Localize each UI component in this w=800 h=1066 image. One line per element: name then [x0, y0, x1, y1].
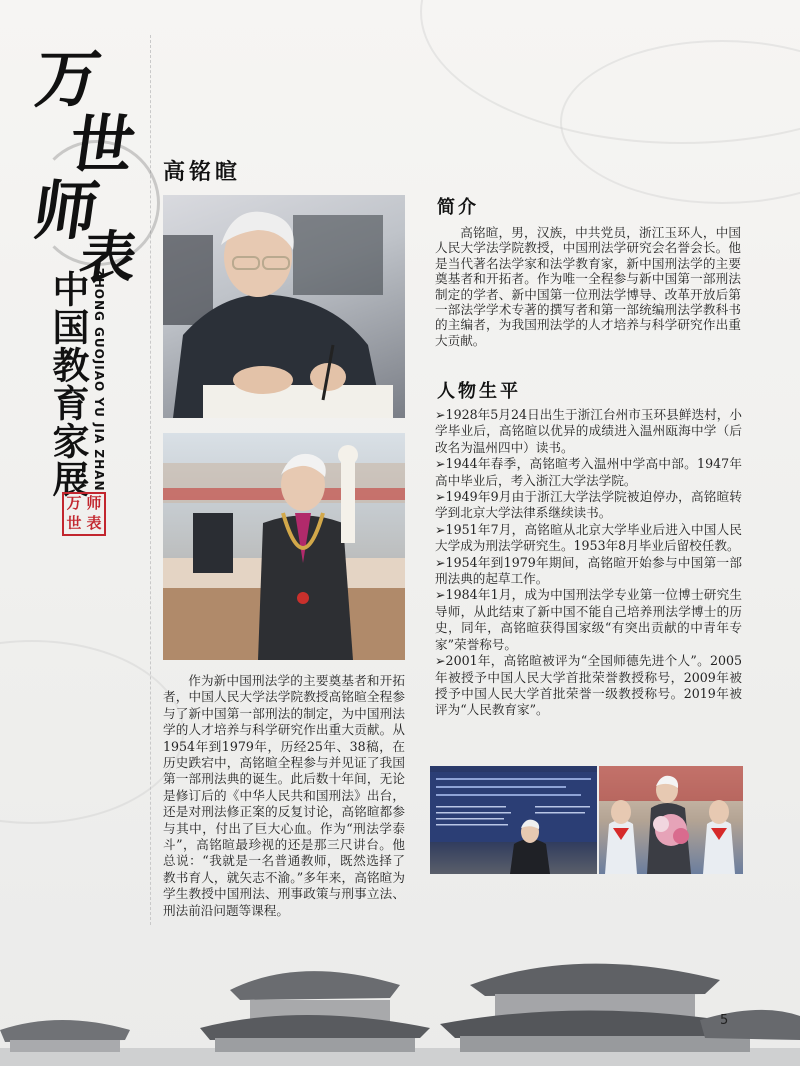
medal-ceremony-illustration: [163, 433, 405, 660]
biography-item: ➢1954年到1979年期间，高铭暄开始参与中国第一部刑法典的起草工作。: [435, 554, 742, 587]
calligraphy-char: 师: [28, 174, 104, 249]
intro-text: 高铭暄，男，汉族，中共党员，浙江玉环人，中国人民大学法学院教授，中国刑法学研究会名誉会长。他是当代著名法学家和法学教育家，新中国刑法学的主要奠基者和开拓者。作为唯一全程参与新中国第一部刑法制定的学者、新中国第一位刑法学博导、改革开放后第一部法学学术专著的撰写者和第一部统编刑法学教科书的主编者，为我国刑法学的人才培养与科学研究作出重大贡献。: [435, 225, 741, 348]
temple-skyline-decoration: [0, 930, 800, 1066]
seal-char: 表: [86, 514, 102, 532]
red-seal-stamp: [62, 492, 106, 536]
person-name: 高铭暄: [163, 159, 242, 185]
page-number: 5: [720, 1013, 729, 1028]
biography-item: ➢1949年9月由于浙江大学法学院被迫停办，高铭暄转学到北京大学法律系继续读书。: [435, 489, 742, 521]
biography-item: ➢1928年5月24日出生于浙江台州市玉环县鲜迭村，小学毕业后，高铭暄以优异的成绩进入温州瓯海中学（后改名为温州四中）读书。: [435, 407, 742, 455]
flowers-illustration: [599, 766, 743, 874]
calligraphy-char: 万: [30, 42, 106, 117]
exhibition-title: 中国教育家展: [46, 270, 89, 498]
background-swirl: [0, 640, 184, 824]
exhibition-pinyin: ZHONG GUOJIAO YU JIA ZHAN: [92, 268, 106, 492]
portrait-signing-photo: [163, 195, 405, 418]
feature-caption: 作为新中国刑法学的主要奠基者和开拓者，中国人民大学法学院教授高铭暄全程参与了新中国第一部刑法的制定，为中国刑法学的人才培养与科学研究作出重大贡献。从1954年到1979年，历经25年、38稿，在历史跌宕中，高铭暄全程参与并见证了我国第一部刑法典的诞生。此后数十年间，无论是修订后的《中华人民共和国刑法》出台，还是对刑法修正案的反复讨论，高铭暄都参与其中，付出了巨大心血。作为“刑法学泰斗”，高铭暄最珍视的还是那三尺讲台。他总说：“我就是一名普通教师，既然选择了教书育人，就矢志不渝。”多年来，高铭暄为学生教授中国刑法、刑事政策与刑事立法、刑法前沿问题等课程。: [163, 673, 405, 918]
biography-item: ➢1951年7月，高铭暄从北京大学毕业后进入中国人民大学成为刑法学研究生。1953年8月毕业后留校任教。: [435, 521, 742, 554]
biography-item: ➢1984年1月，成为中国刑法学专业第一位博士研究生导师，从此结束了新中国不能自己培养刑法学博士的历史，同年，高铭暄获得国家级“有突出贡献的中青年专家”荣誉称号。: [435, 587, 742, 652]
calligraphy-char: 表: [75, 225, 141, 291]
biography-item: ➢2001年，高铭暄被评为“全国师德先进个人”。2005年被授予中国人民大学首批荣誉教授称号，2009年被授予中国人民大学首批荣誉一级教授称号。2019年被评为“人民教育家”。: [435, 653, 742, 718]
flowers-with-students-photo: [599, 766, 743, 874]
seal-char: 师: [86, 494, 102, 512]
seal-char: 世: [66, 514, 82, 532]
biography-item: ➢1944年春季，高铭暄考入温州中学高中部。1947年高中毕业后，考入浙江大学法学院。: [435, 456, 742, 488]
biography-list: [435, 407, 742, 719]
medal-ceremony-photo: [163, 433, 405, 660]
biography-heading: 人物生平: [437, 381, 521, 402]
seal-char: 万: [66, 494, 82, 512]
conference-illustration: [430, 766, 597, 874]
portrait-signing-illustration: [163, 195, 405, 418]
conference-photo: [430, 766, 597, 874]
intro-heading: 简介: [437, 197, 479, 218]
calligraphy-char: 世: [64, 108, 140, 183]
